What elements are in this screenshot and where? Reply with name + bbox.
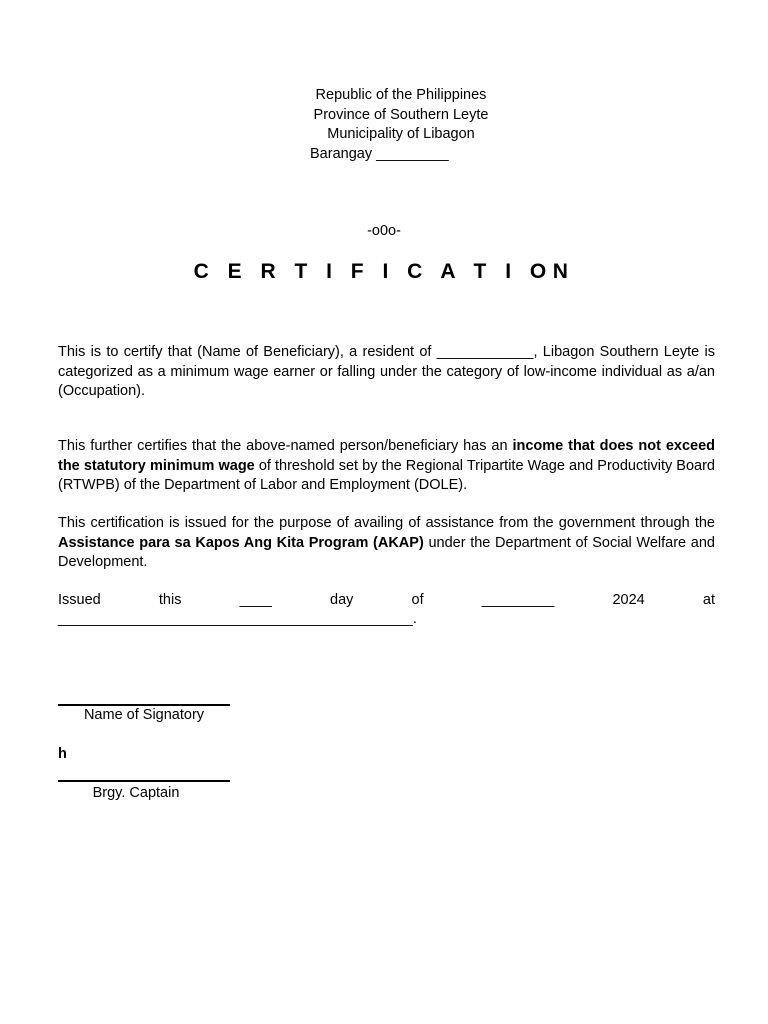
issued-day-blank: ____ — [239, 592, 272, 608]
issued-year: 2024 — [612, 592, 645, 608]
issued-month-blank: _________ — [481, 592, 555, 608]
issued-word: Issued — [58, 592, 101, 608]
document-title: C E R T I F I C A T I ON — [193, 260, 575, 283]
paragraph-purpose-bold: Assistance para sa Kapos Ang Kita Program (AKAP) — [58, 534, 424, 551]
issued-word: at — [702, 592, 715, 608]
header-republic: Republic of the Philippines — [315, 87, 487, 103]
stray-mark: h — [58, 746, 67, 762]
document-header — [0, 86, 768, 164]
paragraph-purpose-text-2: under the Department of Social Welfare and Development. — [58, 534, 715, 570]
header-province: Province of Southern Leyte — [313, 106, 489, 123]
issued-place-blank: ____________________________________________. — [58, 611, 417, 627]
paragraph-purpose-text-1: This certification is issued for the purpose of availing of assistance from the government through the — [58, 515, 715, 531]
captain-label: Brgy. Captain — [92, 785, 180, 801]
signatory-label: Name of Signatory — [83, 707, 205, 723]
captain-signature-line — [58, 780, 230, 782]
issued-word: of — [411, 592, 424, 608]
paragraph-income-text-2: of threshold set by the Regional Tripartite Wage and Productivity Board (RTWPB) of the Department of Labor and Employment (DOLE). — [58, 457, 715, 493]
paragraph-purpose — [58, 514, 715, 573]
issued-word: this — [158, 592, 182, 608]
issued-line — [58, 592, 715, 608]
issued-word: day — [330, 592, 354, 608]
header-barangay: Barangay _________ — [310, 145, 449, 162]
signatory-line — [58, 704, 230, 706]
paragraph-income-text-1: This further certifies that the above-named person/beneficiary has an — [58, 438, 513, 454]
paragraph-certify: This is to certify that (Name of Beneficiary), a resident of ____________, Libagon Southern Leyte is categorized as a minimum wage earner or falling under the category of low-income individual as a/an (Occupation). — [58, 344, 715, 399]
divider-mark: -o0o- — [367, 223, 401, 239]
paragraph-income — [58, 437, 715, 496]
paragraph-income-bold: income that does not exceed the statutory minimum wage — [58, 438, 715, 474]
header-municipality: Municipality of Libagon — [327, 126, 475, 142]
